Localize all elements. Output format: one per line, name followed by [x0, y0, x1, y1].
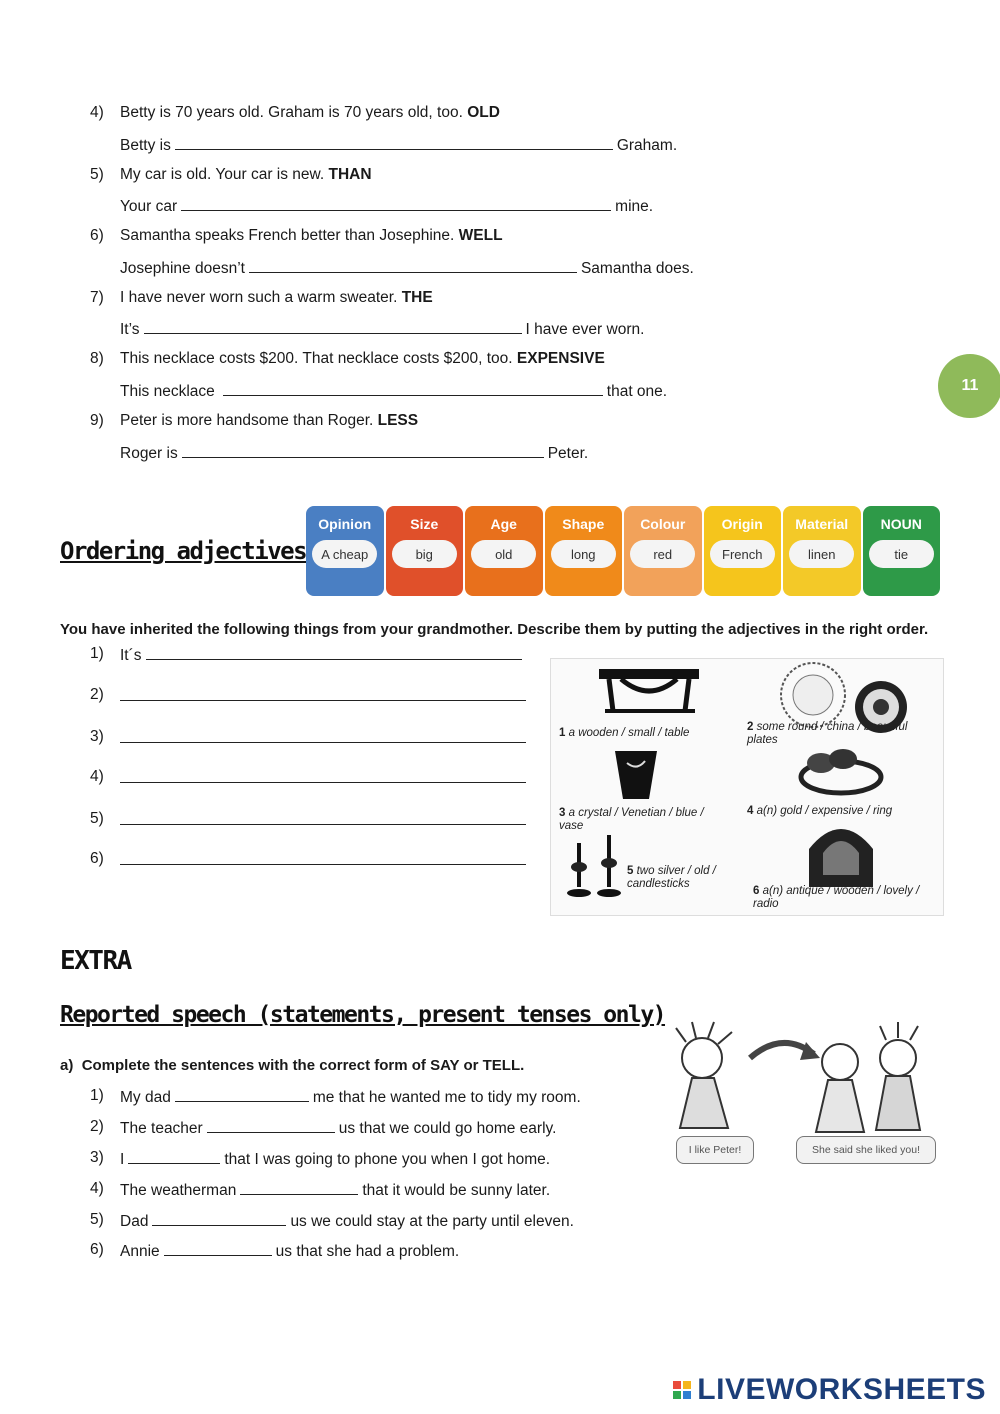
sentence-line: My dad me that he wanted me to tidy my room. [120, 1089, 581, 1106]
candlesticks-illustration [567, 835, 621, 897]
reported-speech-instruction: a) Complete the sentences with the correct form of SAY or TELL. [60, 1057, 525, 1074]
item-number: 3) [90, 728, 104, 745]
answer-line [116, 768, 530, 788]
item-number: 5) [90, 166, 104, 183]
item-prompt: Samantha speaks French better than Josephine. WELL [120, 227, 503, 244]
item-prompt: My car is old. Your car is new. THAN [120, 166, 372, 183]
adjective-example: old [471, 540, 536, 568]
adjective-column-colour: Colour red [624, 506, 702, 596]
answer-blank[interactable] [223, 381, 603, 396]
item-number: 4) [90, 1180, 104, 1197]
liveworksheets-logo[interactable]: LIVEWORKSHEETS [673, 1373, 986, 1407]
answer-blank[interactable] [120, 686, 526, 701]
adjective-example: linen [789, 540, 854, 568]
keyword: THAN [328, 166, 372, 183]
item-number: 6) [90, 227, 104, 244]
item-prompt: Peter is more handsome than Roger. LESS [120, 412, 419, 429]
item-number: 3) [90, 1149, 104, 1166]
answer-line: It’s I have ever worn. [120, 321, 645, 338]
answer-line: This necklace that one. [120, 383, 668, 400]
adjective-order-chart [306, 506, 940, 596]
table-illustration [599, 669, 699, 713]
item-number: 2) [90, 1118, 104, 1135]
answer-blank[interactable] [120, 728, 526, 743]
item-number: 6) [90, 1241, 104, 1258]
answer-blank[interactable] [144, 319, 522, 334]
keyword: LESS [377, 412, 419, 429]
adjective-example: tie [869, 540, 934, 568]
adjective-column-origin: Origin French [704, 506, 782, 596]
keyword: THE [401, 289, 433, 306]
answer-line: It´s [120, 645, 526, 665]
adjective-column-noun: NOUN tie [863, 506, 941, 596]
answer-blank[interactable] [240, 1180, 358, 1195]
inherited-items-picture [550, 658, 944, 916]
answer-blank[interactable] [120, 768, 526, 783]
answer-blank[interactable] [120, 810, 526, 825]
answer-line: Josephine doesn’t Samantha does. [120, 260, 694, 277]
sentence-line: The weatherman that it would be sunny later. [120, 1182, 551, 1199]
item-prompt: I have never worn such a warm sweater. THE [120, 289, 433, 306]
answer-blank[interactable] [152, 1211, 286, 1226]
answer-line: Roger is Peter. [120, 445, 589, 462]
reported-speech-cartoon [652, 1018, 942, 1168]
item-number: 9) [90, 412, 104, 429]
answer-blank[interactable] [175, 1087, 309, 1102]
answer-line: Your car mine. [120, 198, 654, 215]
adjective-column-age: Age old [465, 506, 543, 596]
adjective-example: A cheap [312, 540, 377, 568]
ring-illustration [801, 749, 881, 793]
keyword: EXPENSIVE [516, 350, 605, 367]
item-caption: 2 some round / china / beautiful plates [747, 721, 908, 746]
item-number: 2) [90, 686, 104, 703]
sentence-line: The teacher us that we could go home early. [120, 1120, 557, 1137]
section-heading-reported-speech: Reported speech (statements, present tenses only) [60, 1002, 666, 1028]
item-number: 4) [90, 768, 104, 785]
page-number-badge: 11 [938, 354, 1000, 418]
logo-icon [673, 1381, 691, 1399]
answer-line: Betty is Graham. [120, 137, 678, 154]
adjective-column-shape: Shape long [545, 506, 623, 596]
answer-line [116, 810, 530, 830]
answer-blank[interactable] [120, 850, 526, 865]
answer-blank[interactable] [164, 1241, 272, 1256]
sentence-line: Annie us that she had a problem. [120, 1243, 460, 1260]
keyword: OLD [467, 104, 500, 121]
item-number: 5) [90, 810, 104, 827]
adjective-column-material: Material linen [783, 506, 861, 596]
keyword: WELL [458, 227, 503, 244]
answer-line [116, 686, 530, 706]
item-number: 1) [90, 645, 104, 662]
answer-blank[interactable] [182, 443, 544, 458]
answer-blank[interactable] [175, 135, 613, 150]
adjective-example: red [630, 540, 695, 568]
item-caption: 1 a wooden / small / table [559, 727, 690, 739]
adjective-column-opinion: Opinion A cheap [306, 506, 384, 596]
item-prompt: Betty is 70 years old. Graham is 70 years old, too. OLD [120, 104, 500, 121]
speech-bubble-right: She said she liked you! [796, 1136, 936, 1164]
item-number: 4) [90, 104, 104, 121]
radio-illustration [809, 829, 873, 887]
item-caption: 6 a(n) antique / wooden / lovely / radio [753, 885, 920, 910]
item-number: 5) [90, 1211, 104, 1228]
ordering-instruction: You have inherited the following things from your grandmother. Describe them by putting the adjectives in the right order. [60, 621, 929, 638]
answer-blank[interactable] [146, 645, 522, 660]
section-heading-extra: EXTRA [60, 946, 131, 976]
adjective-example: French [710, 540, 775, 568]
item-number: 8) [90, 350, 104, 367]
answer-line [116, 728, 530, 748]
speech-bubble-left: I like Peter! [676, 1136, 754, 1164]
item-caption: 4 a(n) gold / expensive / ring [747, 805, 893, 817]
answer-blank[interactable] [181, 196, 611, 211]
item-number: 1) [90, 1087, 104, 1104]
answer-line [116, 850, 530, 870]
section-heading-ordering-adjectives: Ordering adjectives [60, 537, 307, 565]
answer-blank[interactable] [128, 1149, 220, 1164]
item-caption: 3 a crystal / Venetian / blue / vase [559, 807, 704, 832]
vase-illustration [615, 751, 657, 799]
adjective-column-size: Size big [386, 506, 464, 596]
adjective-example: big [392, 540, 457, 568]
item-prompt: This necklace costs $200. That necklace costs $200, too. EXPENSIVE [120, 350, 605, 367]
answer-blank[interactable] [249, 258, 577, 273]
item-caption: 5 two silver / old / candlesticks [627, 865, 716, 890]
item-number: 6) [90, 850, 104, 867]
item-number: 7) [90, 289, 104, 306]
sentence-line: Dad us we could stay at the party until eleven. [120, 1213, 574, 1230]
sentence-line: I that I was going to phone you when I got home. [120, 1151, 551, 1168]
adjective-example: long [551, 540, 616, 568]
answer-blank[interactable] [207, 1118, 335, 1133]
